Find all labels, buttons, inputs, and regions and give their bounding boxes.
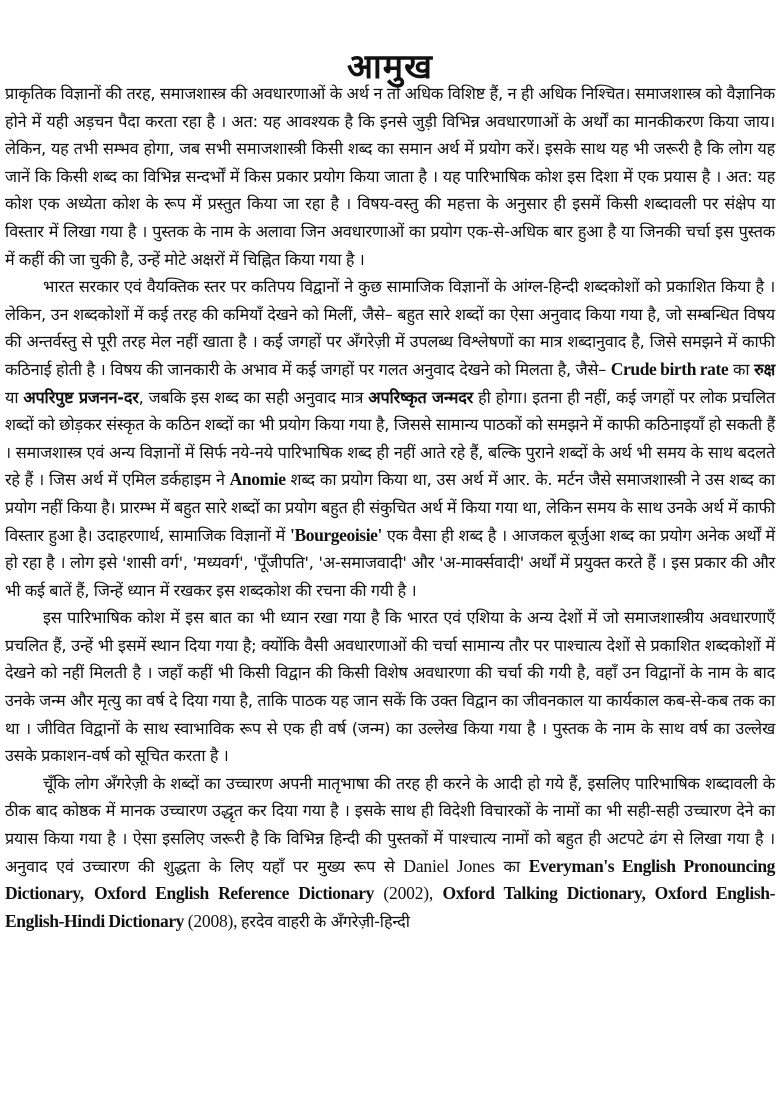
text-run: भारत सरकार एवं वैयक्तिक स्तर पर कतिपय विद्वानों ने कुछ सामाजिक विज्ञानों के आंग्ल-हिन्दी शब्दकोशों को प्रकाशित किया है । लेकिन, उन शब्दकोशों में कई तरह की कमियाँ देखने को मिलीं, जैसे– बहुत सारे शब्दों का ऐसा अनुवाद किया गया है, जो सम्बन्धित विषय की अन्तर्वस्तु से पूरी तरह मेल नहीं खाता है । कई जगहों पर अँगरेज़ी में उपलब्ध विश्लेषणों का मात्र शब्दानुवाद है, जिसे समझने में काफी कठिनाई होती है । विषय की जानकारी के अभाव में कई जगहों पर गलत अनुवाद देखने को मिलता है, जैसे– [5, 277, 775, 379]
paragraph-1 [5, 80, 775, 273]
english-term: Anomie [229, 469, 286, 490]
text-run: ही होगा। इतना ही नहीं, कई जगहों पर लोक प्रचलित शब्दों को छोड़कर संस्कृत के कठिन शब्दों का भी प्रयोग किया गया है, जिससे सामान्य पाठकों को समझने में काफी कठिनाइयाँ हो सकती हैं । समाजशास्त्र एवं अन्य विज्ञानों में सिर्फ नये-नये पारिभाषिक शब्द ही नहीं आते रहे हैं, बल्कि पुराने शब्दों के अर्थ भी समय के साथ बदलते रहे हैं । जिस अर्थ में एमिल डर्कहाइम ने [5, 387, 775, 490]
hindi-term: रुक्ष [754, 359, 775, 379]
text-run: हरदेव वाहरी के अँगरेज़ी-हिन्दी [241, 911, 410, 931]
text-run: या [5, 387, 24, 407]
page-title: आमुख [347, 46, 433, 87]
english-term: Crude birth rate [610, 358, 729, 379]
hindi-term: अपरिपुष्ट प्रजनन-दर [23, 387, 139, 407]
text-run: एक वैसा ही शब्द है । आजकल बूर्जुआ शब्द का प्रयोग अनेक अर्थों में हो रहा है । लोग इसे 'शासी वर्ग', 'मध्यवर्ग', 'पूँजीपति', 'अ-समाजवादी' और 'अ-मार्क्सवादी' अर्थों में प्रयुक्त करते हैं । इस प्रकार की और भी कई बातें हैं, जिन्हें ध्यान में रखकर इस शब्दकोश की रचना की गयी है । [5, 525, 775, 600]
text-run: का [728, 359, 755, 379]
text-run: प्राकृतिक विज्ञानों की तरह, समाजशास्त्र की अवधारणाओं के अर्थ न तो अधिक विशिष्ट हैं, न ही अधिक निश्चित। समाजशास्त्र को वैज्ञानिक होने में यही अड़चन पैदा करता रहा है । अत: यह आवश्यक है कि इनसे जुड़ी विभिन्न अवधारणाओं के अर्थों का मानकीकरण किया जाय। लेकिन, यह तभी सम्भव होगा, जब सभी समाजशास्त्री किसी शब्द का समान अर्थ में प्रयोग करें। इसके साथ यह भी जरूरी है कि लोग यह जानें कि किसी शब्द का विभिन्न सन्दर्भों में किस प्रकार प्रयोग किया जाता है । यह पारिभाषिक कोश इस दिशा में एक प्रयास है । अत: यह कोश एक अध्येता कोश के रूप में प्रस्तुत किया जा रहा है । विषय-वस्तु की महत्ता के अनुसार ही इसमें किसी शब्दावली पर संक्षेप या विस्तार में लिखा गया है । पुस्तक के नाम के अलावा जिन अवधारणाओं का प्रयोग एक-से-अधिक बार हुआ है या जिनकी चर्चा इस पुस्तक में कहीं की जा चुकी है, उन्हें मोटे अक्षरों में चिह्नित किया गया है । [5, 84, 775, 269]
english-term: Everyman's English Pronouncing Dictionary, [5, 855, 775, 904]
english-text: (2008), [184, 910, 242, 931]
english-text: (2002), [373, 883, 443, 904]
text-run: , जबकि इस शब्द का सही अनुवाद मात्र [138, 387, 369, 407]
text-run: का [494, 856, 529, 876]
english-text: Daniel Jones [403, 855, 495, 876]
document-body [5, 80, 775, 935]
paragraph-3 [5, 604, 775, 770]
text-run: चूँकि लोग अँगरेज़ी के शब्दों का उच्चारण अपनी मातृभाषा की तरह ही करने के आदी हो गये हैं, इसलिए पारिभाषिक शब्दावली के ठीक बाद कोष्ठक में मानक उच्चारण उद्धृत कर दिया गया है । इसके साथ ही विदेशी विचारकों के नामों का भी सही-सही उच्चारण देने का प्रयास किया गया है । ऐसा इसलिए जरूरी है कि विभिन्न हिन्दी की पुस्तकों में पाश्चात्य नामों को बहुत ही अटपटे ढंग से लिखा गया है । अनुवाद एवं उच्चारण की शुद्धता के लिए यहाँ पर मुख्य रूप से [5, 773, 775, 876]
text-run: शब्द का प्रयोग किया था, उस अर्थ में आर. के. मर्टन जैसे समाजशास्त्री ने उस शब्द का प्रयोग नहीं किया है। प्रारम्भ में बहुत सारे शब्दों का प्रयोग बहुत ही संकुचित अर्थ में किया गया था, लेकिन समय के साथ उनके अर्थ में काफी विस्तार हुआ है। उदाहरणार्थ, सामाजिक विज्ञानों में [5, 470, 775, 545]
text-run: इस पारिभाषिक कोश में इस बात का भी ध्यान रखा गया है कि भारत एवं एशिया के अन्य देशों में जो समाजशास्त्रीय अवधारणाएँ प्रचलित हैं, उन्हें भी इसमें स्थान दिया गया है; क्योंकि वैसी अवधारणाओं की चर्चा सामान्य तौर पर पाश्चात्य देशों से प्रकाशित शब्दकोशों में देखने को नहीं मिलती है । जहाँ कहीं भी किसी विद्वान की किसी विशेष अवधारणा की चर्चा की गयी है, वहाँ उन विद्वानों के नाम के बाद उनके जन्म और मृत्यु का वर्ष दे दिया गया है, ताकि पाठक यह जान सकें कि उक्त विद्वान का जीवनकाल या कार्यकाल कब-से-कब तक का था । जीवित विद्वानों के साथ स्वाभाविक रूप से एक ही वर्ष (जन्म) का उल्लेख किया गया है । पुस्तक के नाम के साथ वर्ष का उल्लेख उसके प्रकाशन-वर्ष को सूचित करता है । [5, 608, 775, 766]
english-term: 'Bourgeoisie' [289, 524, 383, 545]
text-run [84, 884, 94, 903]
english-term: Oxford Talking Dictionary, Oxford English-English-Hindi Dictionary [5, 883, 776, 931]
hindi-term: अपरिष्कृत जन्मदर [368, 387, 474, 407]
english-term: Oxford English Reference Dictionary [93, 883, 374, 904]
paragraph-2 [5, 273, 775, 604]
paragraph-4 [5, 770, 775, 936]
